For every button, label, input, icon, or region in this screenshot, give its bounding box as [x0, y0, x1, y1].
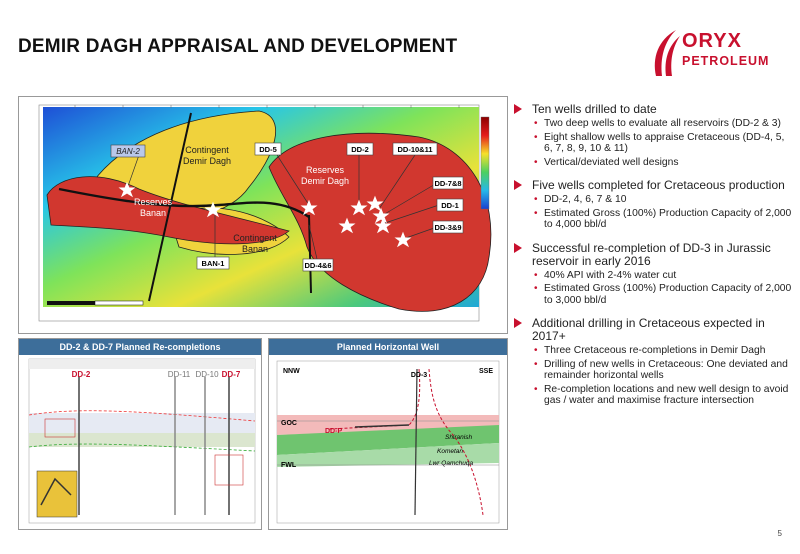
recompletions-panel	[18, 338, 262, 530]
red-arrow-icon	[514, 243, 522, 253]
label-kometan: Kometan	[437, 448, 464, 455]
well-dd7: DD-7	[221, 370, 241, 379]
logo-wordmark: ORYX	[682, 30, 742, 52]
zone-label: Contingent	[233, 233, 277, 243]
logo-tagline: PETROLEUM	[682, 54, 770, 68]
label-goc: GOC	[281, 420, 297, 427]
red-arrow-icon	[514, 318, 522, 328]
bullet-dot-icon: •	[534, 283, 538, 294]
oryx-horns-icon	[648, 28, 682, 78]
label-dd1: DD-1	[441, 201, 459, 210]
bullet: Ten wells drilled to date	[514, 103, 794, 116]
depth-color-scale	[481, 117, 489, 209]
well-dd2: DD-2	[71, 370, 91, 379]
slide-title: DEMIR DAGH APPRAISAL AND DEVELOPMENT	[18, 36, 458, 57]
label-dd3: DD-3	[410, 372, 428, 379]
label-dd46: DD-4&6	[304, 261, 332, 270]
sub-bullet: • Estimated Gross (100%) Production Capacity of 2,000 to 3,000 bbl/d	[534, 283, 792, 306]
horizontal-well-panel	[268, 338, 508, 530]
label-dd2: DD-2	[351, 145, 369, 154]
bullet-list	[514, 98, 794, 407]
label-dd78: DD-7&8	[434, 179, 462, 188]
bullet: Additional drilling in Cretaceous expected in 2017+	[514, 317, 794, 343]
sub-bullet: • Vertical/deviated well designs	[534, 156, 679, 168]
red-arrow-icon	[514, 104, 522, 114]
label-ban2: BAN-2	[116, 147, 140, 156]
oryx-logo	[648, 28, 788, 78]
sub-bullet: • Drilling of new wells in Cretaceous: One deviated and remainder horizontal wells	[534, 358, 788, 381]
label-dd1011: DD-10&11	[397, 145, 433, 154]
label-ddp: DD-P	[325, 428, 343, 435]
zone-label: Demir Dagh	[182, 156, 232, 166]
zone-label: Reserves	[305, 165, 345, 175]
zone-label: Contingent	[185, 145, 229, 155]
bullet-dot-icon: •	[534, 207, 538, 219]
sub-bullet: • Three Cretaceous re-completions in Demir Dagh	[534, 345, 766, 356]
zone-label: Banan	[241, 244, 269, 254]
well-dd11: DD-11	[167, 370, 191, 379]
label-ban1: BAN-1	[201, 259, 225, 268]
label-sse: SSE	[478, 368, 493, 375]
field-map-svg	[19, 97, 507, 333]
sub-bullet: • 40% API with 2-4% water cut	[534, 269, 677, 281]
sub-bullet: • Eight shallow wells to appraise Cretaceous (DD-4, 5, 6, 7, 8, 9, 10 & 11)	[534, 131, 785, 154]
sub-bullet: • DD-2, 4, 6, 7 & 10	[534, 194, 627, 205]
zone-label: Reserves	[133, 197, 173, 207]
zone-label: Demir Dagh	[300, 176, 350, 186]
recompletions-cross-section	[19, 355, 261, 527]
bullet: Successful re-completion of DD-3 in Jurassic reservoir in early 2016	[514, 242, 794, 268]
red-arrow-icon	[514, 180, 522, 190]
zone-label: Banan	[139, 208, 167, 218]
panel-title: DD-2 & DD-7 Planned Re-completions	[19, 339, 261, 355]
label-nnw: NNW	[283, 368, 300, 375]
bullet-dot-icon: •	[534, 358, 538, 370]
label-dd39: DD-3&9	[434, 223, 462, 232]
sub-bullet: • Estimated Gross (100%) Production Capacity of 2,000 to 4,000 bbl/d	[534, 207, 792, 230]
horizontal-well-cross-section	[269, 355, 507, 527]
well-dd10: DD-10	[195, 370, 219, 379]
bullet-dot-icon: •	[534, 131, 538, 143]
bullet-dot-icon: •	[534, 345, 538, 356]
page-number: 5	[777, 529, 782, 538]
bullet-dot-icon: •	[534, 383, 538, 395]
sub-bullet: • Re-completion locations and new well design to avoid gas / water and maximise fracture intersection	[534, 383, 789, 406]
sub-bullet: • Two deep wells to evaluate all reservoirs (DD-2 & 3)	[534, 118, 781, 129]
bullet: Five wells completed for Cretaceous production	[514, 179, 794, 192]
label-dd5: DD-5	[259, 145, 277, 154]
bullet-dot-icon: •	[534, 194, 538, 205]
panel-title: Planned Horizontal Well	[269, 339, 507, 355]
bullet-dot-icon: •	[534, 269, 538, 281]
label-lqamchuqa: Lwr Qamchuqa	[429, 460, 474, 467]
bullet-dot-icon: •	[534, 118, 538, 129]
label-fwl: FWL	[281, 462, 297, 469]
bullet-dot-icon: •	[534, 156, 538, 168]
field-map	[18, 96, 508, 334]
label-shiranish: Shiranish	[445, 434, 473, 441]
